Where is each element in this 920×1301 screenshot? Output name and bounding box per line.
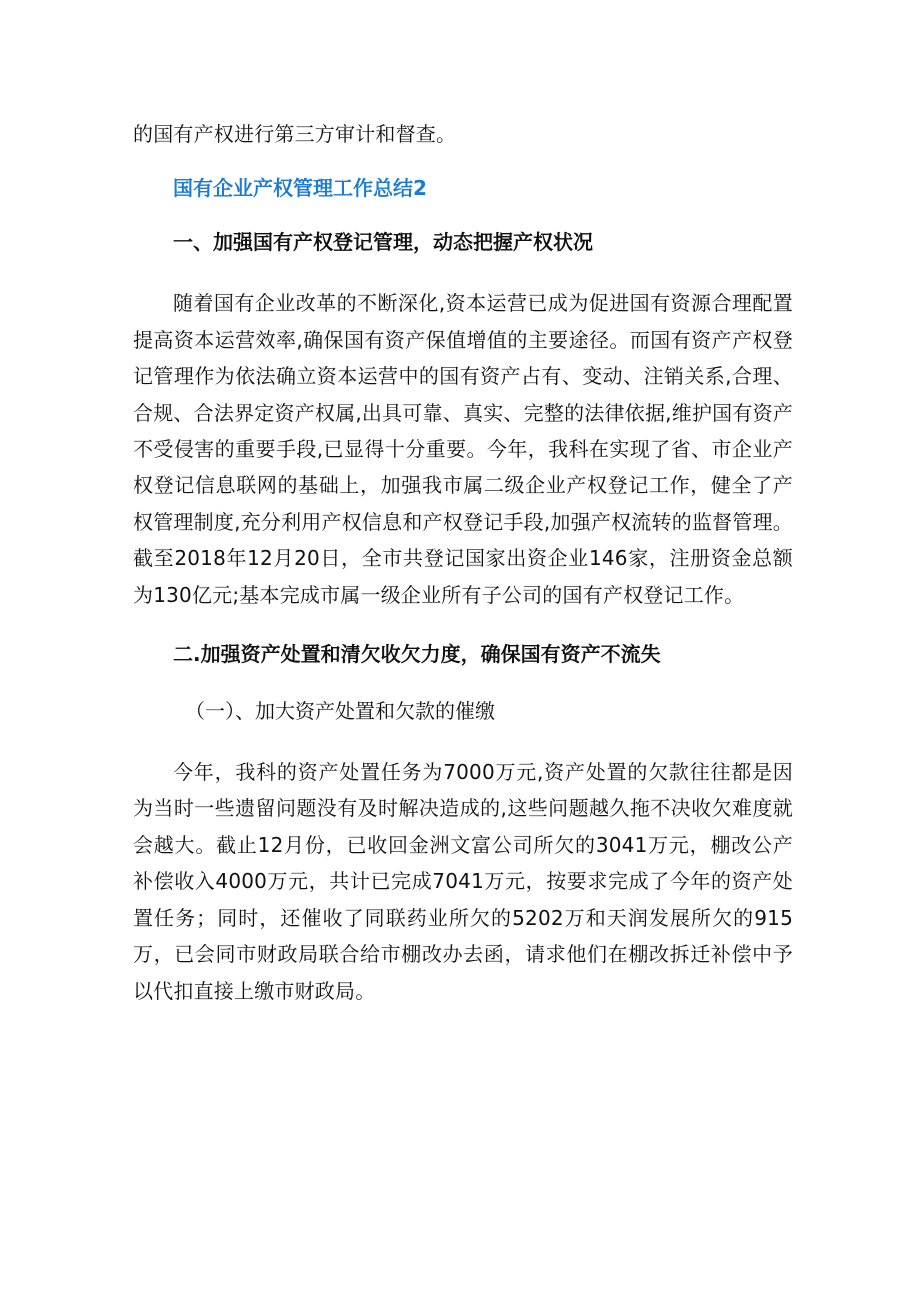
heading-registration: 一、加强国有产权登记管理，动态把握产权状况 [173,230,593,255]
continuation-paragraph: 的国有产权进行第三方审计和督查。 [133,122,457,146]
subheading-collection: （一）、加大资产处置和欠款的催缴 [185,699,495,724]
paragraph-collection: 今年，我科的资产处置任务为7000万元,资产处置的欠款往往都是因为当时一些遗留问题没有及时解决造成的,这些问题越久拖不决收欠难度就会越大。截止12月份，已收回金洲文富公司所欠的3041万元，棚改公产补偿收入4000万元，共计已完成7041万元，按要求完成了今年的资产处置任务；同时，还催收了同联药业所欠的5202万和天润发展所欠的915万，已会同市财政局联合给市棚改办去函，请求他们在棚改拆迁补偿中予以代扣直接上缴市财政局。 [133,760,793,1003]
document-body [133,116,793,1009]
section-title: 国有企业产权管理工作总结2 [173,176,427,201]
paragraph-registration: 随着国有企业改革的不断深化,资本运营已成为促进国有资源合理配置提高资本运营效率,确保国有资产保值增值的主要途径。而国有资产产权登记管理作为依法确立资本运营中的国有资产占有、变动、注销关系,合理、合规、合法界定资产权属,出具可靠、真实、完整的法律依据,维护国有资产不受侵害的重要手段,已显得十分重要。今年，我科在实现了省、市企业产权登记信息联网的基础上，加强我市属二级企业产权登记工作，健全了产权管理制度,充分利用产权信息和产权登记手段,加强产权流转的监督管理。截至2018年12月20日，全市共登记国家出资企业146家，注册资金总额为130亿元;基本完成市属一级企业所有子公司的国有产权登记工作。 [133,291,793,607]
heading-asset-disposal: 二.加强资产处置和清欠收欠力度，确保国有资产不流失 [173,642,661,667]
